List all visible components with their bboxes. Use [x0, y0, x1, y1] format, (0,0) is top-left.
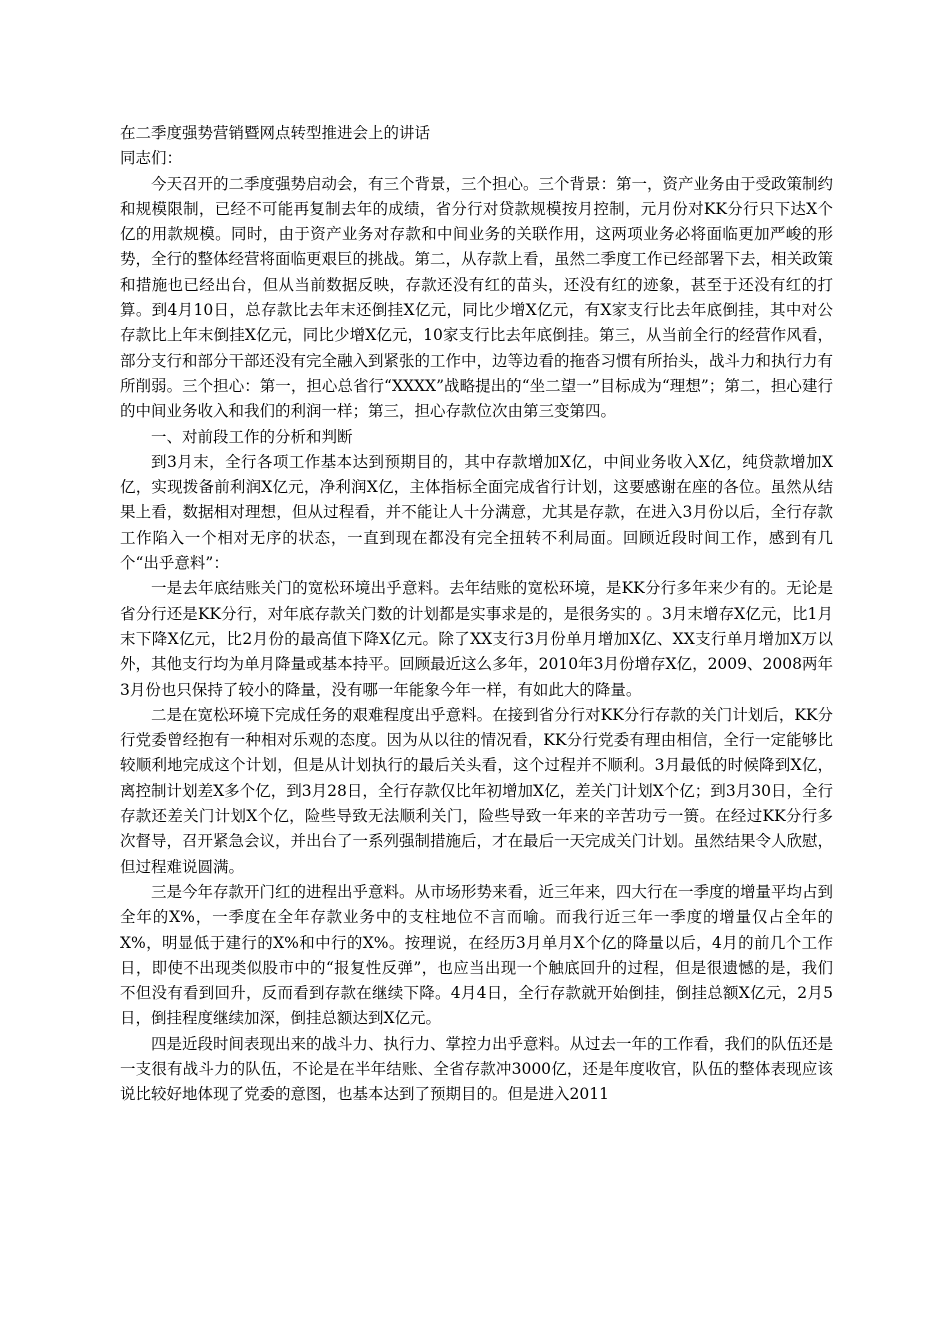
- paragraph-point-two: 二是在宽松环境下完成任务的艰难程度出乎意料。在接到省分行对KK分行存款的关门计划后，KK分行党委曾经抱有一种相对乐观的态度。因为从以往的情况看，KK分行党委有理由相信，全行一定能够比较顺利地完成这个计划，但是从计划执行的最后关头看，这个过程并不顺利。3月最低的时候降到X亿，离控制计划差X多个亿，到3月28日，全行存款仅比年初增加X亿，差关门计划X个亿；到3月30日，全行存款还差关门计划X个亿，险些导致无法顺利关门，险些导致一年来的辛苦功亏一篑。在经过KK分行多次督导，召开紧急会议，并出台了一系列强制措施后，才在最后一天完成关门计划。虽然结果令人欣慰，但过程难说圆满。: [120, 705, 834, 876]
- document-title: 在二季度强势营销暨网点转型推进会上的讲话: [120, 124, 431, 142]
- paragraph-point-one: 一是去年底结账关门的宽松环境出乎意料。去年结账的宽松环境，是KK分行多年来少有的。无论是省分行还是KK分行，对年底存款关门数的计划都是实事求是的，是很务实的 。3月末增存X亿元，比1月末下降X亿元，比2月份的最高值下降X亿元。除了XX支行3月份单月增加X亿、XX支行单月增加X万以外，其他支行均为单月降量或基本持平。回顾最近这么多年，2010年3月份增存X亿，2009、2008两年3月份也只保持了较小的降量，没有哪一年能象今年一样，有如此大的降量。: [120, 579, 833, 699]
- paragraph-point-three: 三是今年存款开门红的进程出乎意料。从市场形势来看，近三年来，四大行在一季度的增量平均占到全年的X%，一季度在全年存款业务中的支柱地位不言而喻。而我行近三年一季度的增量仅占全年的X%，明显低于建行的X%和中行的X%。按理说，在经历3月单月X个亿的降量以后，4月的前几个工作日，即使不出现类似股市中的“报复性反弹”，也应当出现一个触底回升的过程，但是很遗憾的是，我们不但没有看到回升，反而看到存款在继续下降。4月4日，全行存款就开始倒挂，倒挂总额X亿元，2月5日，倒挂程度继续加深，倒挂总额达到X亿元。: [120, 882, 834, 1028]
- document-page: [120, 121, 833, 1108]
- paragraph-point-four: 四是近段时间表现出来的战斗力、执行力、掌控力出乎意料。从过去一年的工作看，我们的队伍还是一支很有战斗力的队伍，不论是在半年结账、全省存款冲3000亿，还是年度收官，队伍的整体表现应该说比较好地体现了党委的意图，也基本达到了预期目的。但是进入2011: [120, 1034, 834, 1104]
- paragraph-background: 今天召开的二季度强势启动会，有三个背景，三个担心。三个背景：第一，资产业务由于受政策制约和规模限制，已经不可能再复制去年的成绩，省分行对贷款规模按月控制，元月份对KK分行只下达X个亿的用款规模。同时，由于资产业务对存款和中间业务的关联作用，这两项业务必将面临更加严峻的形势，全行的整体经营将面临更艰巨的挑战。第二，从存款上看，虽然二季度工作已经部署下去，相关政策和措施也已经出台，但从当前数据反映，存款还没有红的苗头，还没有红的迹象，甚至于还没有红的打算。到4月10日，总存款比去年末还倒挂X亿元，同比少增X亿元，有X家支行比去年底倒挂，其中对公存款比上年末倒挂X亿元，同比少增X亿元，10家支行比去年底倒挂。第三，从当前全行的经营作风看，部分支行和部分干部还没有完全融入到紧张的工作中，边等边看的拖沓习惯有所抬头，战斗力和执行力有所削弱。三个担心：第一，担心总省行“XXXX”战略提出的“坐二望一”目标成为“理想”；第二，担心建行的中间业务收入和我们的利润一样；第三，担心存款位次由第三变第四。: [120, 174, 834, 421]
- greeting: 同志们：: [120, 149, 183, 168]
- paragraph-q1-summary: 到3月末，全行各项工作基本达到预期目的，其中存款增加X亿，中间业务收入X亿，纯贷款增加X亿，实现拨备前利润X亿元，净利润X亿，主体指标全面完成省行计划，这要感谢在座的各位。虽然从结果上看，数据相对理想，但从过程看，并不能让人十分满意，尤其是存款，在进入3月份以后，全行存款工作陷入一个相对无序的状态，一直到现在都没有完全扭转不利局面。回顾近段时间工作，感到有几个“出乎意料”：: [120, 452, 833, 573]
- section-heading-analysis: 一、对前段工作的分析和判断: [151, 427, 353, 446]
